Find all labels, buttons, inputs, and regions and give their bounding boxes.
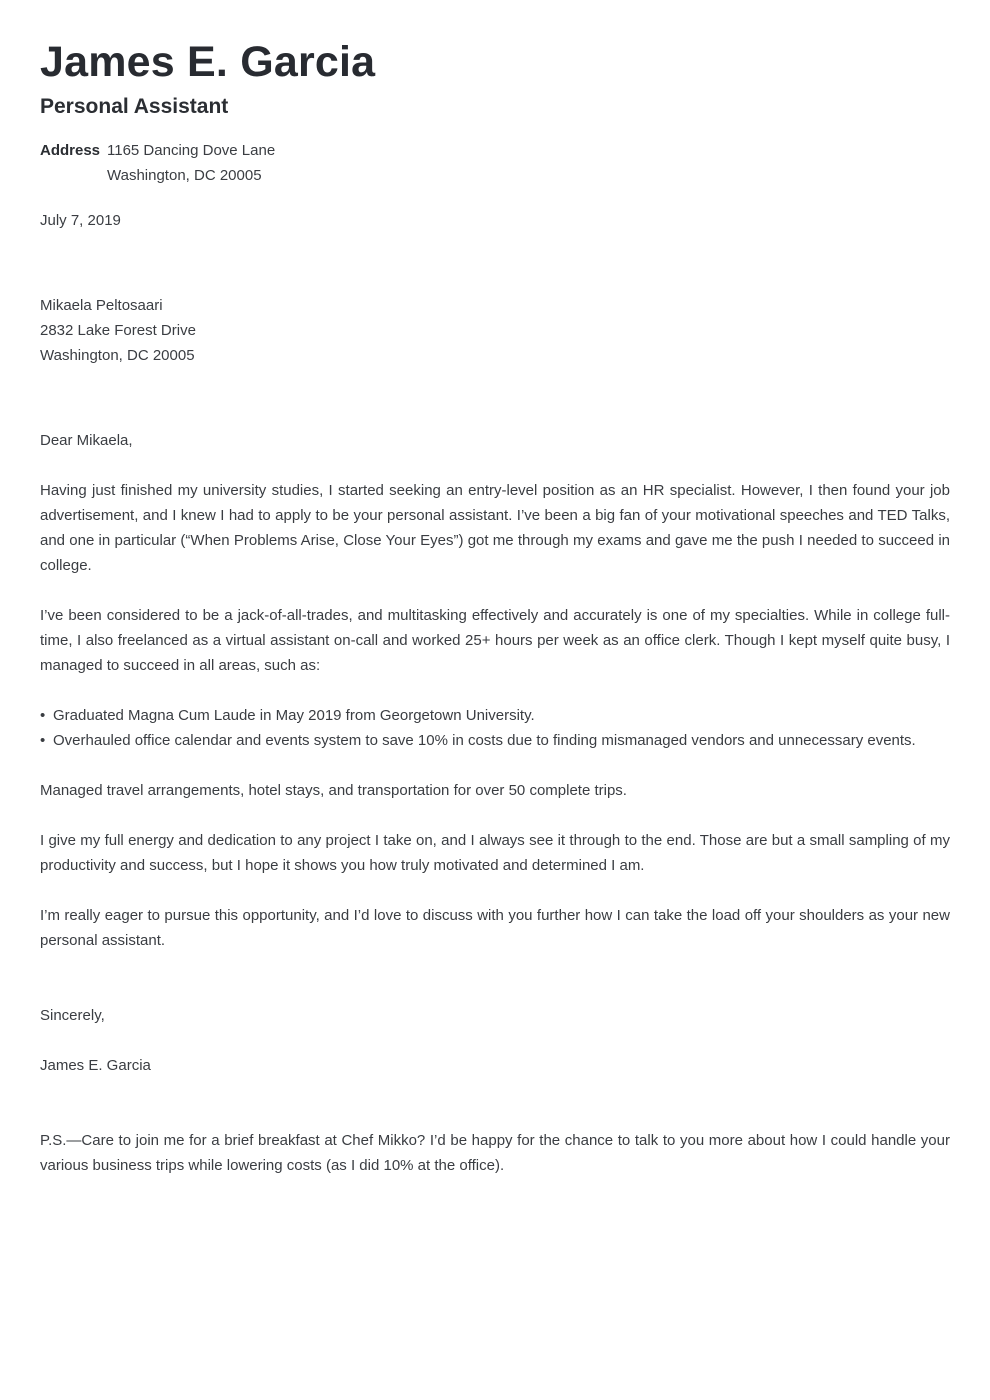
address-label: Address [40,142,101,159]
contact-block [40,138,950,188]
address-line-1: 1165 Dancing Dove Lane [107,142,276,159]
recipient-street: 2832 Lake Forest Drive [40,322,196,339]
greeting: Dear Mikaela, [40,432,133,449]
applicant-name: James E. Garcia [40,38,376,86]
body-paragraph-1: Having just finished my university studies, I started seeking an entry-level position as an HR specialist. However, I then found your job advertisement, and I knew I had to apply to be your personal assistant. I’ve been a big fan of your motivational speeches and TED Talks, and one in particular (“When Problems Arise, Close Your Eyes”) got me through my exams and gave me the push I needed to succeed in college. [40,482,950,574]
job-title: Personal Assistant [40,95,229,118]
postscript: P.S.—Care to join me for a brief breakfast at Chef Mikko? I’d be happy for the chance to talk to you more about how I could handle your various business trips while lowering costs (as I did 10% at the office). [40,1132,950,1174]
address-lines [107,138,275,188]
letter-date: July 7, 2019 [40,212,121,229]
body-paragraph-5: I’m really eager to pursue this opportunity, and I’d love to discuss with you further how I can take the load off your shoulders as your new personal assistant. [40,907,950,949]
recipient-city: Washington, DC 20005 [40,347,195,364]
body-paragraph-3: Managed travel arrangements, hotel stays, and transportation for over 50 complete trips. [40,782,627,799]
body-paragraph-4: I give my full energy and dedication to any project I take on, and I always see it through to the end. Those are but a small sampling of my productivity and success, but I hope it shows you how truly motivated and determined I am. [40,832,950,874]
recipient-name: Mikaela Peltosaari [40,297,163,314]
signature-name: James E. Garcia [40,1057,151,1074]
list-item-text: Overhauled office calendar and events system to save 10% in costs due to finding mismanaged vendors and unnecessary events. [53,732,916,749]
list-item [40,703,950,728]
bullet-glyph: • [40,707,46,724]
bullet-glyph: • [40,732,46,749]
achievement-list [40,703,950,753]
body-paragraph-2: I’ve been considered to be a jack-of-all-trades, and multitasking effectively and accurately is one of my specialties. While in college full-time, I also freelanced as a virtual assistant on-call and worked 25+ hours per week as an office clerk. Though I kept myself quite busy, I managed to succeed in all areas, such as: [40,607,950,674]
list-item-text: Graduated Magna Cum Laude in May 2019 from Georgetown University. [53,707,535,724]
address-line-2: Washington, DC 20005 [107,167,262,184]
list-item [40,728,950,753]
closing: Sincerely, [40,1007,105,1024]
recipient-block [40,293,950,368]
